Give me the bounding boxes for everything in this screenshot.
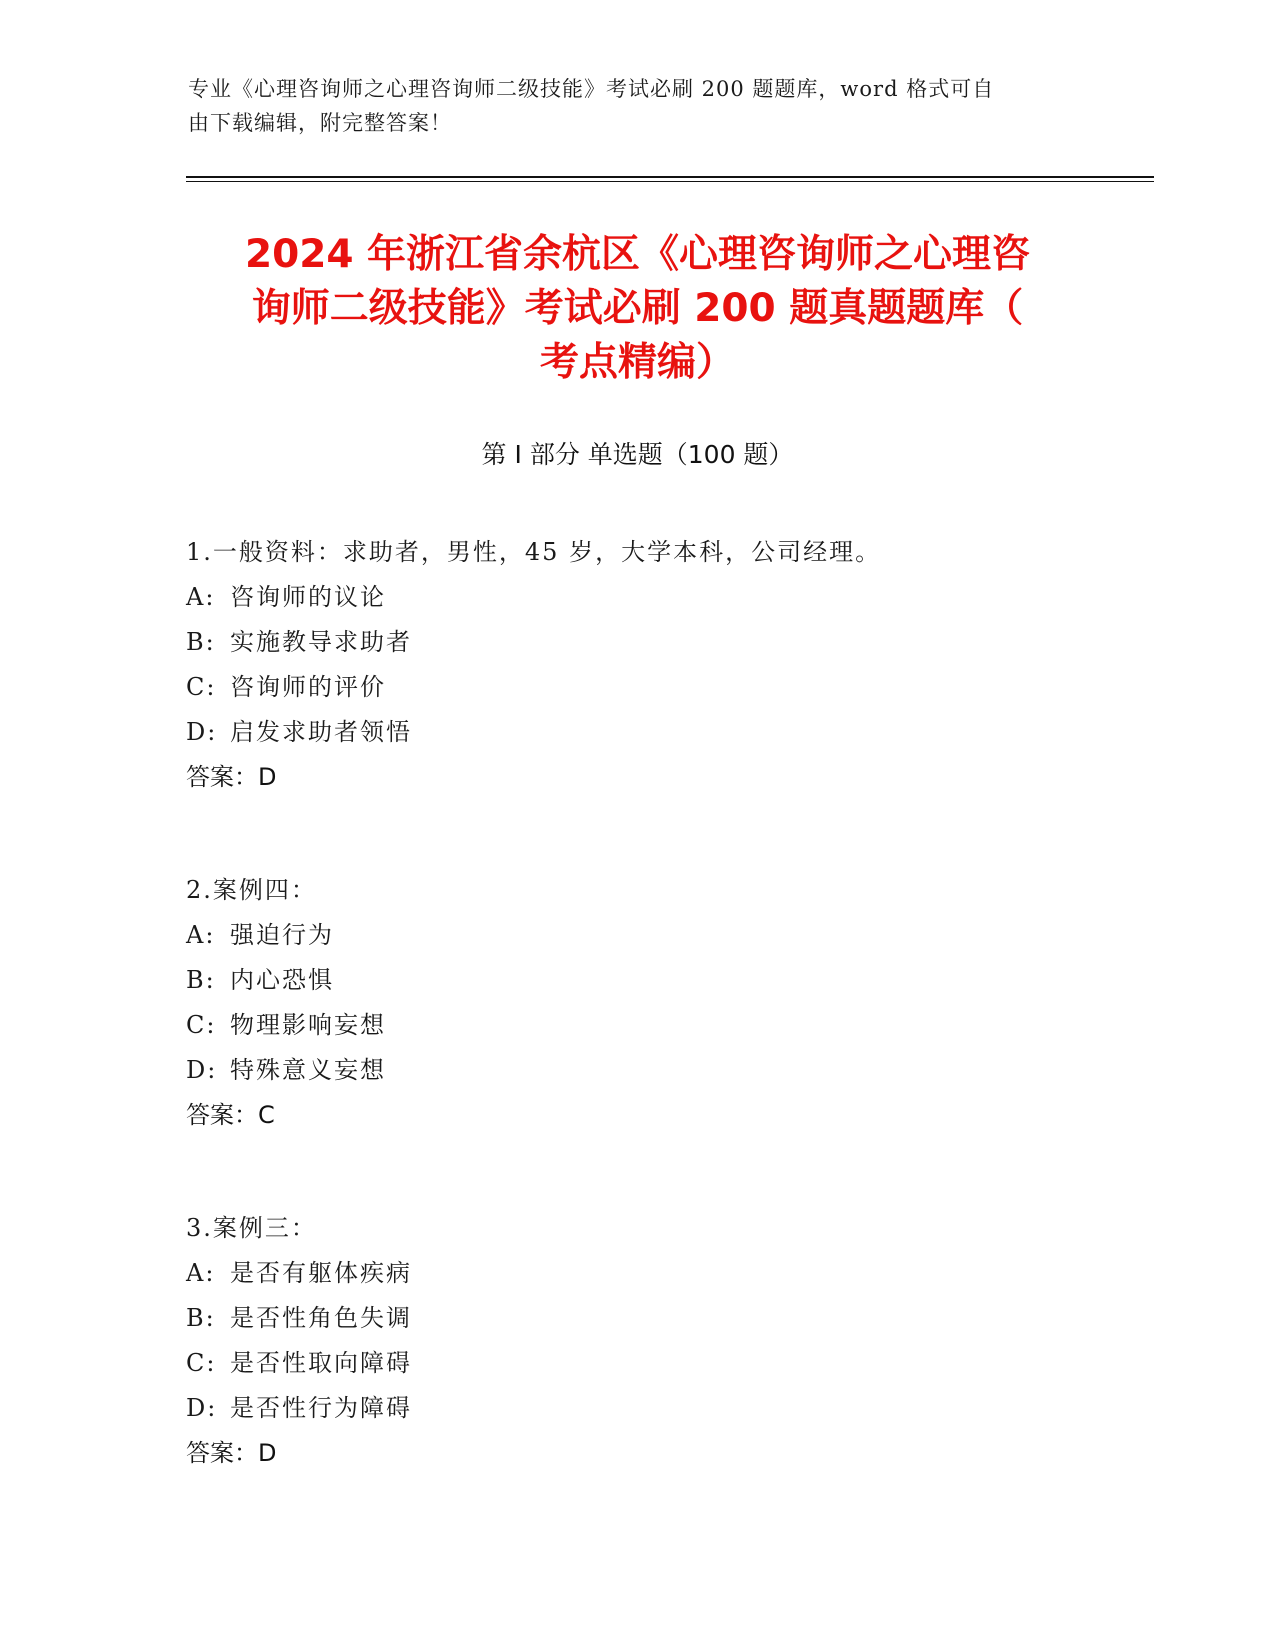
header-rule-thick — [186, 176, 1154, 178]
option-letter: D: — [186, 718, 218, 746]
answer-line: 答案：D — [186, 1439, 277, 1467]
option-text: 物理影响妄想 — [230, 1011, 386, 1039]
question-stem: 2.案例四： — [186, 876, 317, 904]
answer-line: 答案：D — [186, 763, 277, 791]
option-d — [186, 710, 1136, 755]
question-1 — [186, 530, 1136, 800]
question-2 — [186, 868, 1136, 1138]
option-letter: A: — [186, 1259, 216, 1287]
option-c — [186, 1003, 1136, 1048]
question-3 — [186, 1206, 1136, 1476]
header-note — [188, 72, 1088, 140]
answer-line: 答案：C — [186, 1101, 275, 1129]
option-letter: B: — [186, 628, 216, 656]
option-a — [186, 1251, 1136, 1296]
option-text: 特殊意义妄想 — [230, 1056, 386, 1084]
option-d — [186, 1048, 1136, 1093]
option-text: 咨询师的评价 — [230, 673, 386, 701]
question-list — [186, 530, 1136, 1544]
header-rule-thin — [186, 181, 1154, 182]
option-c — [186, 1341, 1136, 1386]
option-text: 实施教导求助者 — [230, 628, 412, 656]
option-text: 是否性行为障碍 — [230, 1394, 412, 1422]
option-b — [186, 1296, 1136, 1341]
title-line-1: 2024 年浙江省余杭区《心理咨询师之心理咨 — [244, 232, 1031, 277]
option-text: 是否性取向障碍 — [230, 1349, 412, 1377]
option-letter: D: — [186, 1394, 218, 1422]
option-text: 咨询师的议论 — [230, 583, 386, 611]
question-stem: 3.案例三： — [186, 1214, 317, 1242]
option-letter: A: — [186, 583, 216, 611]
document-title — [150, 228, 1125, 390]
option-a — [186, 913, 1136, 958]
option-b — [186, 620, 1136, 665]
title-line-2: 询师二级技能》考试必刷 200 题真题题库（ — [251, 286, 1024, 331]
option-d — [186, 1386, 1136, 1431]
question-stem: 1.一般资料：求助者，男性，45 岁，大学本科，公司经理。 — [186, 538, 882, 566]
option-letter: A: — [186, 921, 216, 949]
option-letter: C: — [186, 1349, 217, 1377]
section-heading: 第 I 部分 单选题（100 题） — [481, 440, 794, 469]
option-b — [186, 958, 1136, 1003]
option-text: 内心恐惧 — [230, 966, 334, 994]
header-note-line-2: 由下载编辑，附完整答案！ — [188, 111, 452, 135]
option-letter: C: — [186, 1011, 217, 1039]
option-letter: B: — [186, 966, 216, 994]
option-text: 启发求助者领悟 — [230, 718, 412, 746]
option-text: 是否性角色失调 — [230, 1304, 412, 1332]
option-text: 强迫行为 — [230, 921, 334, 949]
option-letter: C: — [186, 673, 217, 701]
option-c — [186, 665, 1136, 710]
option-text: 是否有躯体疾病 — [230, 1259, 412, 1287]
title-line-3: 考点精编） — [539, 340, 735, 385]
header-note-line-1: 专业《心理咨询师之心理咨询师二级技能》考试必刷 200 题题库，word 格式可自 — [188, 77, 995, 101]
option-a — [186, 575, 1136, 620]
option-letter: D: — [186, 1056, 218, 1084]
option-letter: B: — [186, 1304, 216, 1332]
